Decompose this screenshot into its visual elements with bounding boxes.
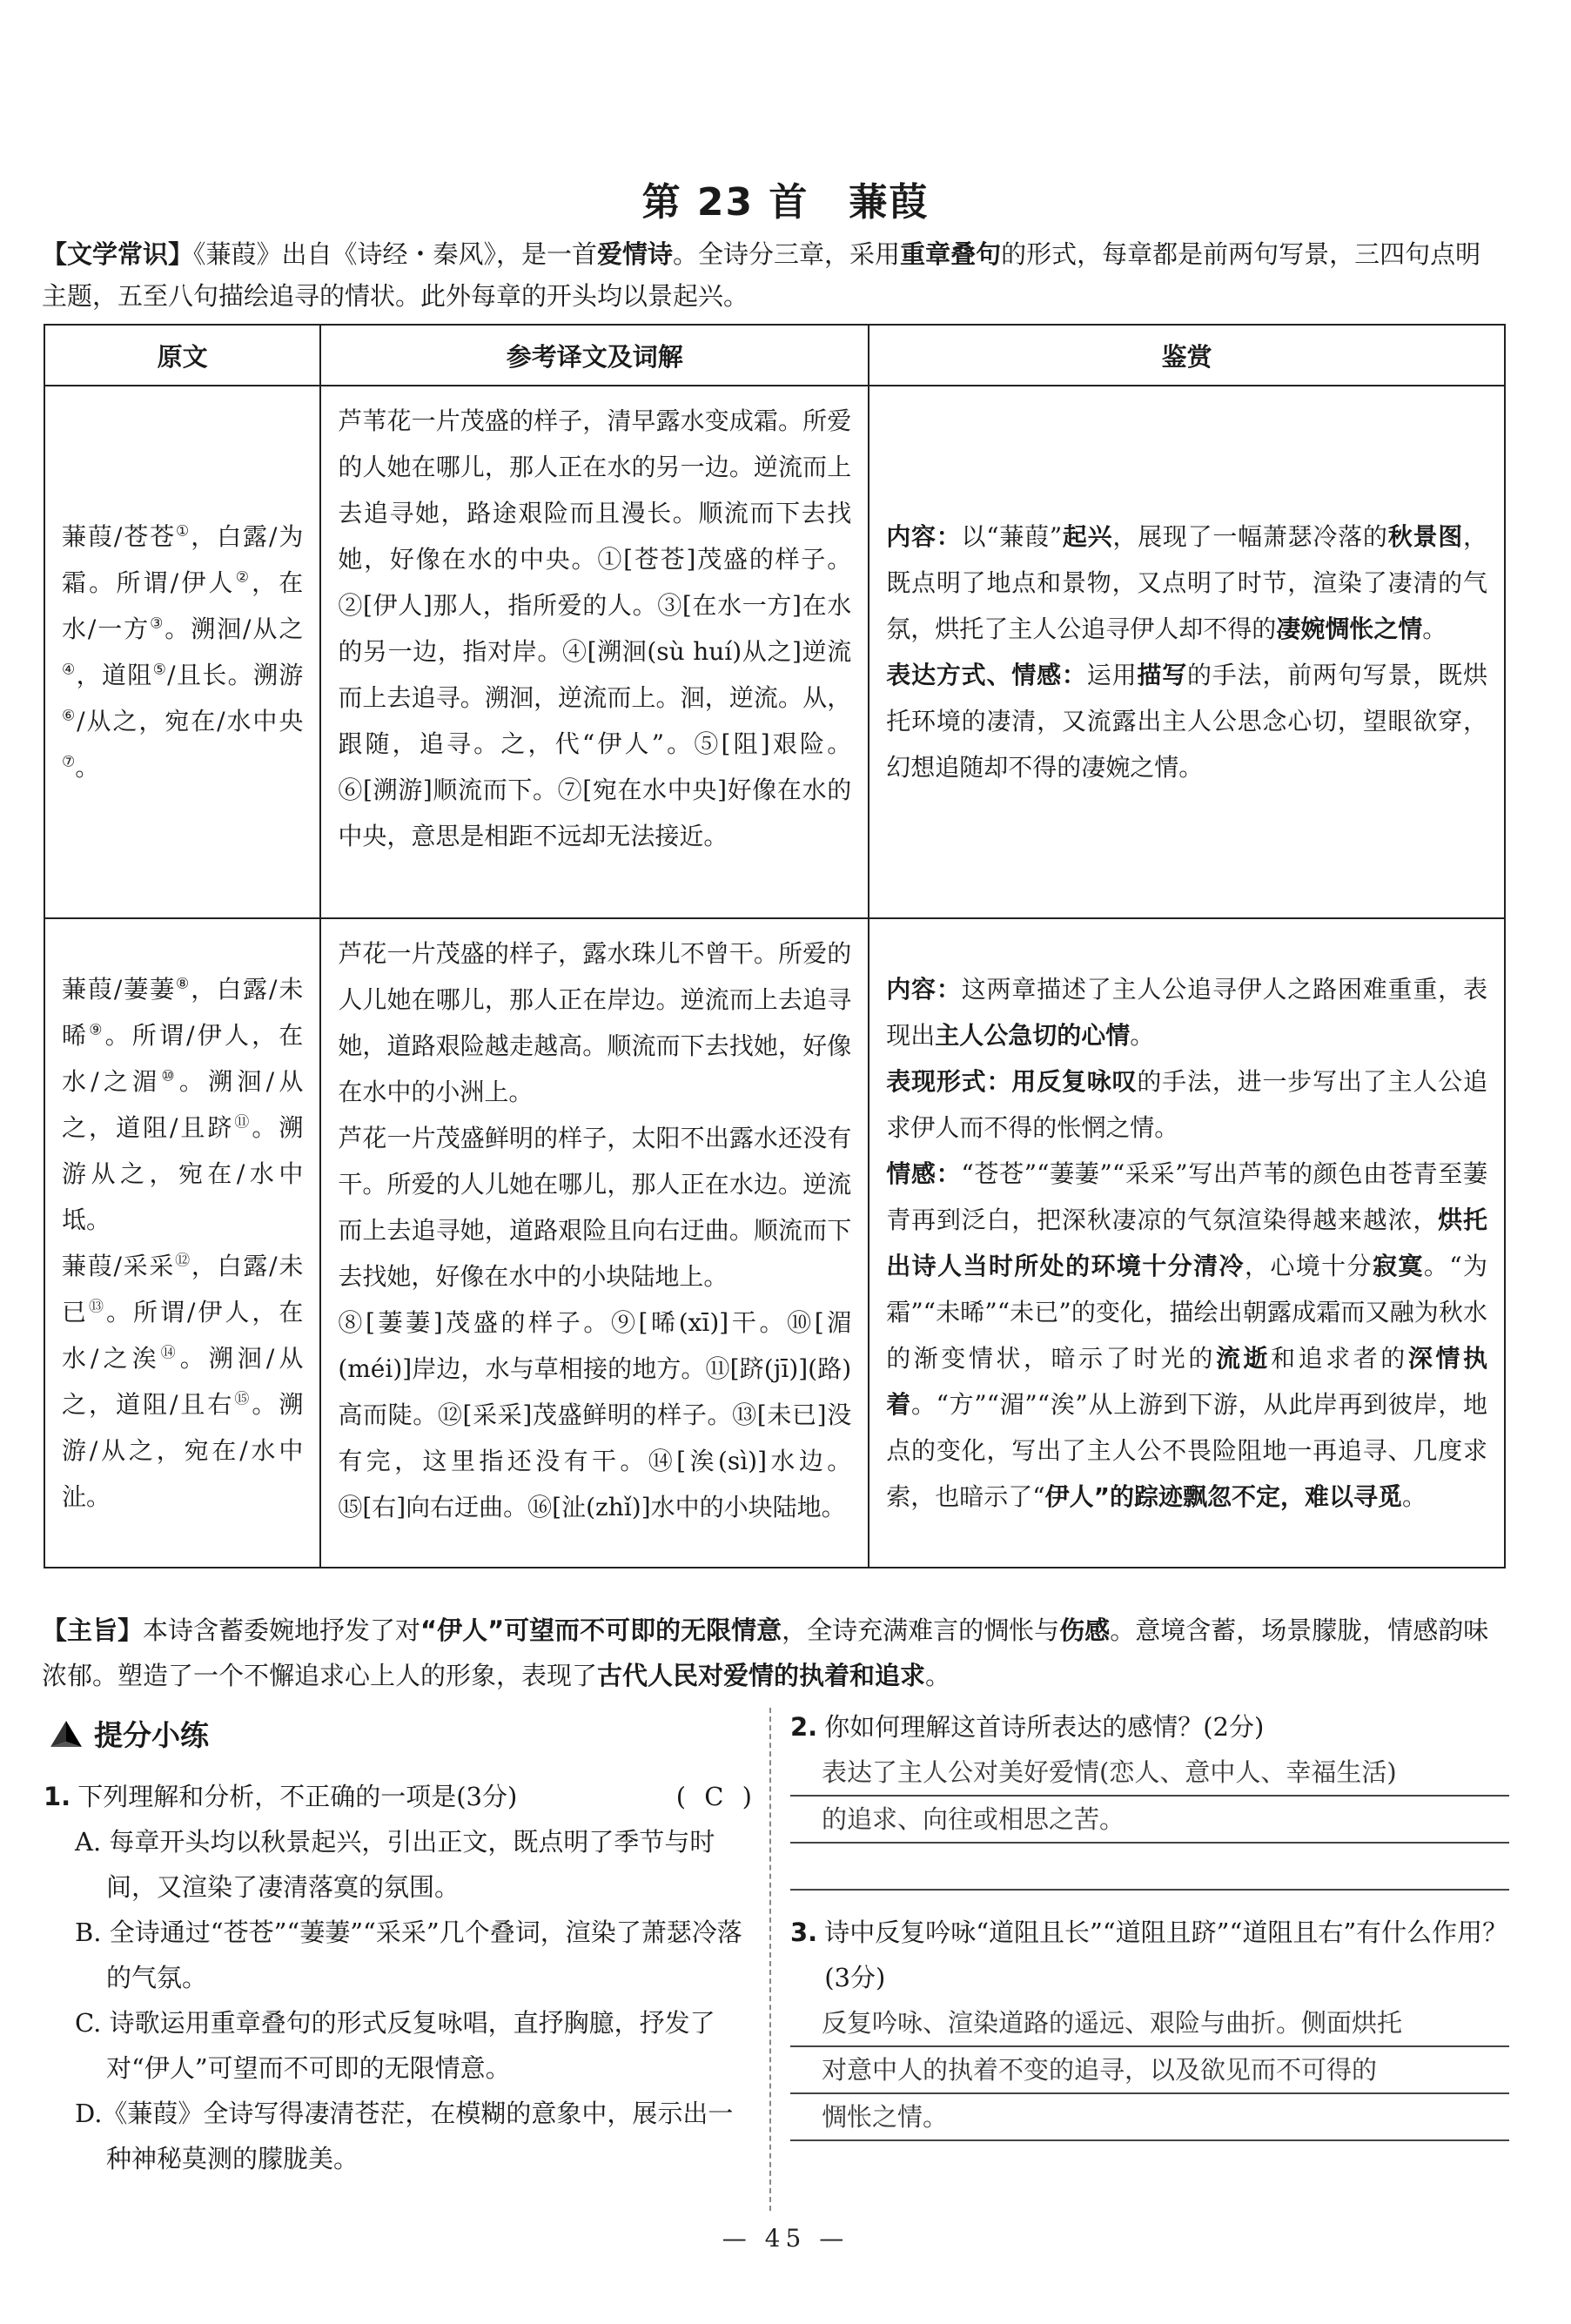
question-text: 诗中反复吟咏“道阻且长”“道阻且跻”“道阻且右”有什么作用？(3分) (824, 1918, 1508, 1992)
practice-heading (49, 1713, 209, 1754)
page-title: 第 23 首 蒹葭 (641, 180, 930, 225)
knowledge-emphasis: 重章叠句 (900, 239, 1002, 269)
theme-label: 【主旨】 (42, 1615, 144, 1645)
question-3 (790, 1910, 1509, 2141)
translation-text: 芦花一片茂盛的样子，露水珠儿不曾干。所爱的人儿她在哪儿，那人正在岸边。逆流而上去追寻她，道路艰险越走越高。顺流而下去找她，好像在水中的小洲上。 芦花一片茂盛鲜明的样子，太阳不出露水还没有干。所爱的人儿她在哪儿，那人正在水边。逆流而上去追寻她，道路艰险且向右迂曲。顺流而下去找她，好像在水中的小块陆地上。 ⑧[萋萋]茂盛的样子。⑨[晞(xī)]干。⑩[湄(méi)]岸边，水与草相接的地方。⑪[跻(jī)](路)高而陡。⑫[采采]茂盛鲜明的样子。⑬[未已]没有完，这里指还没有干。⑭[涘(sì)]水边。⑮[右]向右迂曲。⑯[沚(zhǐ)]水中的小块陆地。 (338, 939, 852, 1521)
original-text: 蒹葭/萋萋⑧，白露/未晞⑨。所谓/伊人，在水/之湄⑩。溯洄/从之，道阻/且跻⑪。溯游从之，宛在/水中坻。 蒹葭/采采⑫，白露/未已⑬。所谓/伊人，在水/之涘⑭。溯洄/从之，道阻/且右⑮。溯游/从之，宛在/水中沚。 (62, 975, 304, 1511)
questions-right (790, 1704, 1509, 2141)
knowledge-text: 的形式，每章都是前两句写景，三四句点明主题，五至八句描绘追寻的情状。此外每章的开头均以景起兴。 (42, 239, 1481, 311)
page-number: — 45 — (722, 2224, 849, 2253)
option-a: A. 每章开头均以秋景起兴，引出正文，既点明了季节与时间，又渲染了凄清落寞的氛围。 (75, 1827, 715, 1902)
appreciation-cell (869, 918, 1505, 1568)
answer-line: 表达了主人公对美好爱情(恋人、意中人、幸福生活) (790, 1750, 1509, 1797)
original-cell (44, 386, 320, 918)
question-2 (790, 1704, 1509, 1891)
appreciation-text: 内容：以“蒹葭”起兴，展现了一幅萧瑟冷落的秋景图，既点明了地点和景物，又点明了时节，渲染了凄清的气氛，烘托了主人公追寻伊人却不得的凄婉惆怅之情。 表达方式、情感：运用描写的手法，前两句写景，既烘托环境的凄清，又流露出主人公思念心切，望眼欲穿，幻想追随却不得的凄婉之情。 (886, 522, 1487, 782)
table-row (44, 918, 1505, 1568)
header-original: 原文 (44, 325, 320, 386)
knowledge-text: 。全诗分三章，采用 (673, 239, 901, 269)
literary-knowledge (42, 233, 1504, 317)
translation-cell (320, 386, 869, 918)
practice-title: 提分小练 (94, 1718, 209, 1752)
question-text: 下列理解和分析，不正确的一项是(3分) (77, 1782, 518, 1811)
header-appreciation: 鉴赏 (869, 325, 1505, 386)
question-1 (44, 1774, 757, 2181)
answer-line (790, 1844, 1509, 1891)
appreciation-cell (869, 386, 1505, 918)
question-number: 1. (44, 1782, 71, 1811)
original-cell (44, 918, 320, 1568)
knowledge-emphasis: 爱情诗 (597, 239, 674, 269)
appreciation-text: 内容：这两章描述了主人公追寻伊人之路困难重重，表现出主人公急切的心情。 表现形式：用反复咏叹的手法，进一步写出了主人公追求伊人而不得的怅惘之情。 情感：“苍苍”“萋萋”“采采”写出芦苇的颜色由苍青至萋青再到泛白，把深秋凄凉的气氛渲染得越来越浓，烘托出诗人当时所处的环境十分清冷，心境十分寂寞。“为霜”“未晞”“未已”的变化，描绘出朝露成霜而又融为秋水的渐变情状，暗示了时光的流逝和追求者的深情执着。“方”“湄”“涘”从上游到下游，从此岸再到彼岸，地点的变化，写出了主人公不畏险阻地一再追寻、几度求索，也暗示了“伊人”的踪迹飘忽不定，难以寻觅。 (886, 975, 1487, 1511)
table-header-row (44, 325, 1505, 386)
header-translation: 参考译文及词解 (320, 325, 869, 386)
answer-line: 反复吟咏、渲染道路的遥远、艰险与曲折。侧面烘托 (790, 2000, 1509, 2047)
translation-cell (320, 918, 869, 1568)
column-divider (769, 1708, 771, 2211)
question-number: 2. (790, 1712, 818, 1742)
table-row (44, 386, 1505, 918)
option-b: B. 全诗通过“苍苍”“萋萋”“采采”几个叠词，渲染了萧瑟冷落的气氛。 (75, 1918, 742, 1992)
answer-line: 的追求、向往或相思之苦。 (790, 1797, 1509, 1844)
answer-line: 惆怅之情。 (790, 2094, 1509, 2141)
option-d: D.《蒹葭》全诗写得凄清苍茫，在模糊的意象中，展示出一种神秘莫测的朦胧美。 (75, 2099, 734, 2173)
question-text: 你如何理解这首诗所表达的感情？(2分) (824, 1712, 1265, 1742)
question-number: 3. (790, 1918, 818, 1947)
knowledge-text: 《蒹葭》出自《诗经・秦风》，是一首 (193, 239, 598, 269)
poem-table (44, 324, 1506, 1568)
question-answer: ( C ) (675, 1782, 757, 1811)
option-c: C. 诗歌运用重章叠句的形式反复咏唱，直抒胸臆，抒发了对“伊人”可望而不可即的无限情意。 (75, 2008, 715, 2083)
translation-text: 芦苇花一片茂盛的样子，清早露水变成霜。所爱的人她在哪儿，那人正在水的另一边。逆流而上去追寻她，路途艰险而且漫长。顺流而下去找她，好像在水的中央。①[苍苍]茂盛的样子。②[伊人]那人，指所爱的人。③[在水一方]在水的另一边，指对岸。④[溯洄(sù huí)从之]逆流而上去追寻。溯洄，逆流而上。洄，逆流。从，跟随，追寻。之，代“伊人”。⑤[阻]艰险。⑥[溯游]顺流而下。⑦[宛在水中央]好像在水的中央，意思是相距不远却无法接近。 (338, 406, 852, 850)
pyramid-icon (49, 1719, 84, 1749)
answer-line: 对意中人的执着不变的追寻，以及欲见而不可得的 (790, 2047, 1509, 2094)
knowledge-label: 【文学常识】 (42, 239, 194, 269)
original-text: 蒹葭/苍苍①，白露/为霜。所谓/伊人②，在水/一方③。溯洄/从之④，道阻⑤/且长。溯游⑥/从之，宛在/水中央⑦。 (62, 522, 304, 782)
theme-section: 【主旨】本诗含蓄委婉地抒发了对“伊人”可望而不可即的无限情意，全诗充满难言的惆怅与伤感。意境含蓄，场景朦胧，情感韵味浓郁。塑造了一个不懈追求心上人的形象，表现了古代人民对爱情的执着和追求。 (42, 1615, 1489, 1690)
